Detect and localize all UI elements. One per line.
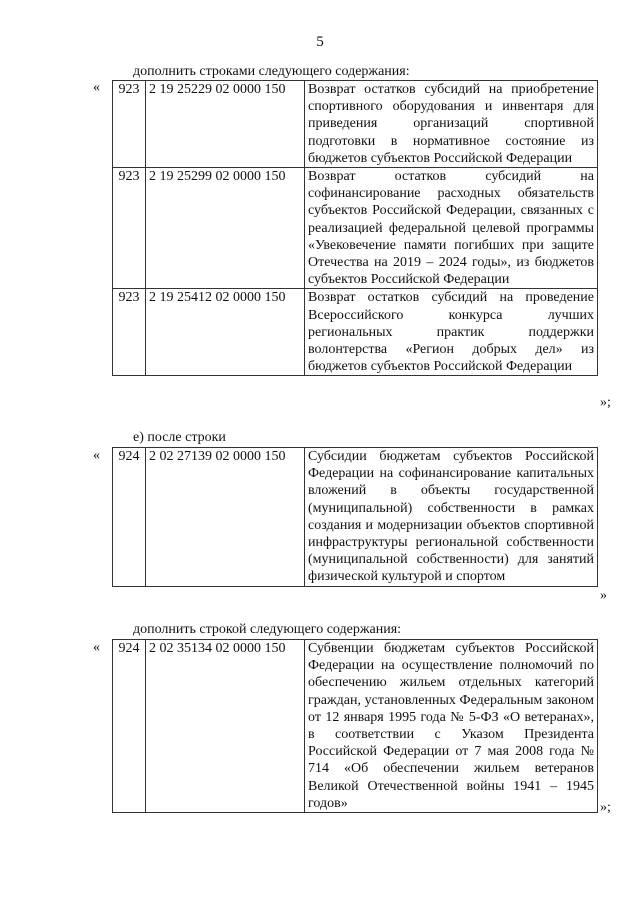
section-2-intro: е) после строки bbox=[133, 430, 226, 445]
table-row bbox=[113, 640, 598, 813]
row-code: 923 bbox=[113, 168, 146, 289]
row-code: 924 bbox=[113, 448, 146, 587]
row-kbk: 2 19 25299 02 0000 150 bbox=[146, 168, 305, 289]
section-3-intro: дополнить строкой следующего содержания: bbox=[133, 622, 402, 637]
section-2-open-quote: « bbox=[93, 448, 100, 463]
row-description: Возврат остатков субсидий на приобретение спортивного оборудования и инвентаря для приведения организаций спортивной подготовки в нормативное состояние из бюджетов субъектов Российской Федерации bbox=[305, 81, 598, 168]
row-description: Возврат остатков субсидий на проведение Всероссийского конкурса лучших региональных практик поддержки волонтерства «Регион добрых дел» из бюджетов субъектов Российской Федерации bbox=[305, 289, 598, 376]
row-code: 923 bbox=[113, 81, 146, 168]
section-3-close-quote: »; bbox=[600, 800, 611, 815]
row-description: Субсидии бюджетам субъектов Российской Федерации на софинансирование капитальных вложений в объекты государственной (муниципальной) собственности в рамках создания и модернизации объектов спортивной инфраструктуры региональной собственности (муниципальной собственности) для занятий физической культурой и спортом bbox=[305, 448, 598, 587]
section-1-table bbox=[112, 80, 598, 376]
row-code: 923 bbox=[113, 289, 146, 376]
table-row bbox=[113, 448, 598, 587]
table-row bbox=[113, 289, 598, 376]
section-2-close-quote: » bbox=[600, 588, 607, 603]
row-description: Возврат остатков субсидий на софинансирование расходных обязательств субъектов Российской Федерации, связанных с реализацией федеральной целевой программы «Увековечение памяти погибших при защите Отечества на 2019 – 2024 годы», из бюджетов субъектов Российской Федерации bbox=[305, 168, 598, 289]
section-1-intro: дополнить строками следующего содержания: bbox=[133, 64, 410, 79]
row-code: 924 bbox=[113, 640, 146, 813]
row-kbk: 2 19 25412 02 0000 150 bbox=[146, 289, 305, 376]
section-1-close-quote: »; bbox=[600, 395, 611, 410]
row-kbk: 2 19 25229 02 0000 150 bbox=[146, 81, 305, 168]
page-number: 5 bbox=[316, 34, 324, 50]
row-kbk: 2 02 27139 02 0000 150 bbox=[146, 448, 305, 587]
section-2-table bbox=[112, 447, 598, 587]
section-1-open-quote: « bbox=[93, 80, 100, 95]
row-description: Субвенции бюджетам субъектов Российской Федерации на осуществление полномочий по обеспечению жильем отдельных категорий граждан, установленных Федеральным законом от 12 января 1995 года № 5-ФЗ «О ветеранах», в соответствии с Указом Президента Российской Федерации от 7 мая 2008 года № 714 «Об обеспечении жильем ветеранов Великой Отечественной войны 1941 – 1945 годов» bbox=[305, 640, 598, 813]
table-row bbox=[113, 81, 598, 168]
row-kbk: 2 02 35134 02 0000 150 bbox=[146, 640, 305, 813]
table-row bbox=[113, 168, 598, 289]
section-3-open-quote: « bbox=[93, 640, 100, 655]
section-3-table bbox=[112, 639, 598, 813]
